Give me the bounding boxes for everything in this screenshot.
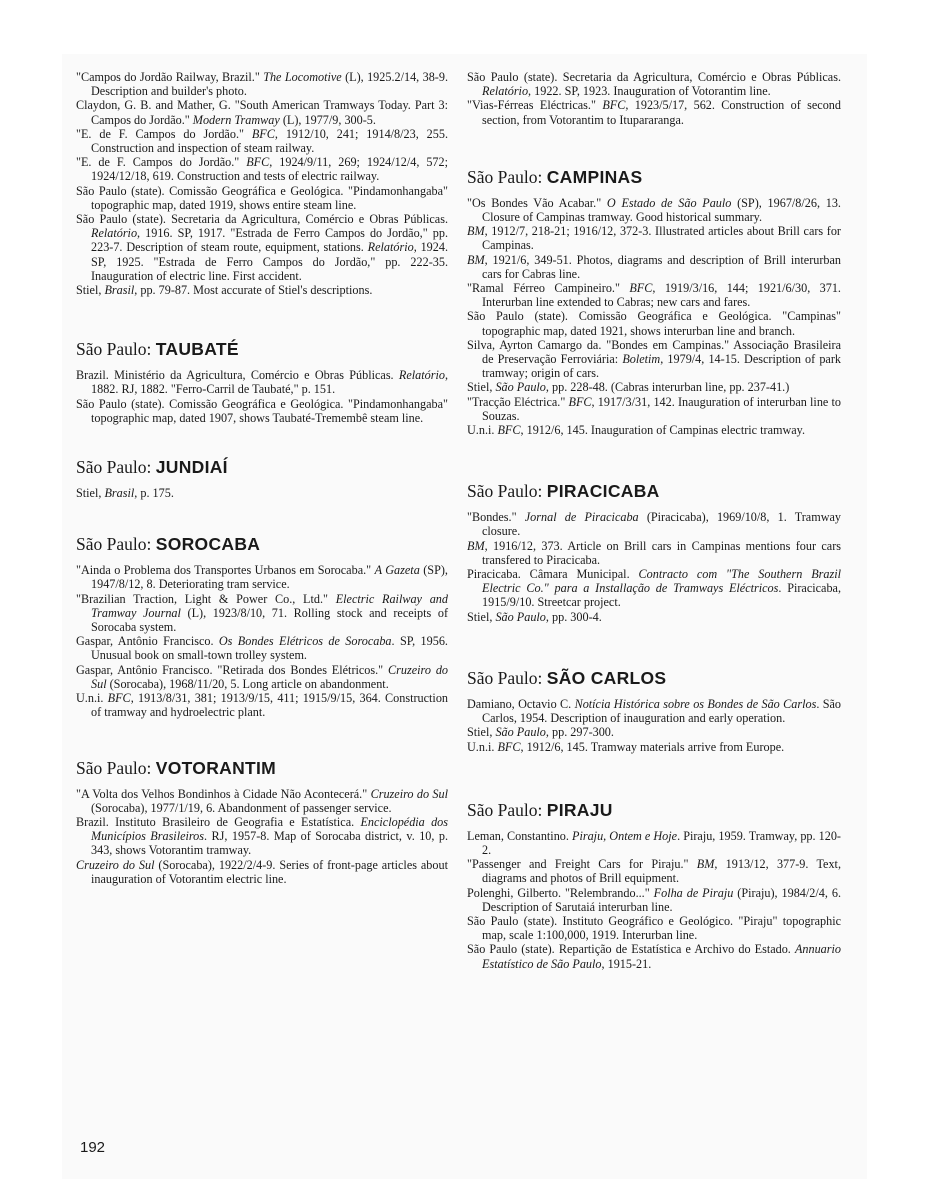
bibliography-entry: Stiel, São Paulo, pp. 300-4.	[467, 609, 602, 624]
entry-title: BFC	[107, 691, 131, 706]
bibliography-entry: Leman, Constantino. Piraju, Ontem e Hoje. Piraju, 1959. Tramway, pp. 120-2.	[467, 828, 841, 857]
section-heading	[467, 800, 841, 820]
bibliography-entry: "Os Bondes Vão Acabar." O Estado de São Paulo (SP), 1967/8/26, 13. Closure of Campinas tramway. Good historical summary.	[467, 195, 841, 225]
entry-title: O Estado de São Paulo	[606, 195, 732, 210]
entry-title: Brasil	[104, 486, 135, 501]
entry-title: BM	[467, 224, 485, 239]
entry-title: BFC	[568, 394, 592, 409]
bibliography-entry: São Paulo (state). Comissão Geográfica e Geológica. "Campinas" topographic map, dated 1921, shows interurban line and branch.	[467, 309, 841, 338]
section-heading-place: PIRACICABA	[546, 481, 660, 502]
entry-title: A Gazeta	[374, 563, 420, 578]
bibliography-section	[467, 668, 841, 754]
entry-title: BFC	[497, 739, 521, 754]
section-heading-place: PIRAJU	[546, 799, 613, 820]
entry-title: BFC	[246, 155, 270, 170]
section-heading-prefix: São Paulo:	[76, 457, 156, 478]
bibliography-entry: São Paulo (state). Comissão Geográfica e Geológica. "Pindamonhangaba" topographic map, dated 1919, shows entire steam line.	[76, 183, 448, 212]
entry-title: Piraju, Ontem e Hoje	[572, 828, 678, 843]
bibliography-entry: "Campos do Jordão Railway, Brazil." The Locomotive (L), 1925.2/14, 38-9. Description and builder's photo.	[76, 70, 448, 99]
entry-title: Jornal de Piracicaba	[524, 510, 639, 525]
section-heading-prefix: São Paulo:	[467, 799, 547, 820]
section-heading-place: VOTORANTIM	[155, 757, 277, 778]
section-heading	[76, 457, 448, 477]
bibliography-entry: São Paulo (state). Repartição de Estatística e Archivo do Estado. Annuario Estatístico de São Paulo, 1915-21.	[467, 942, 841, 971]
bibliography-entry: "Vias-Férreas Eléctricas." BFC, 1923/5/17, 562. Construction of second section, from Votorantim to Itupararanga.	[467, 98, 841, 127]
section-heading-place: SOROCABA	[155, 534, 261, 555]
entry-title: BFC	[251, 126, 275, 141]
bibliography-section	[76, 758, 448, 886]
bibliography-entry: "A Volta dos Velhos Bondinhos à Cidade Não Acontecerá." Cruzeiro do Sul (Sorocaba), 1977/1/19, 6. Abandonment of passenger service.	[76, 786, 448, 815]
page-number: 192	[80, 1139, 106, 1156]
bibliography-entry: U.n.i. BFC, 1913/8/31, 381; 1913/9/15, 411; 1915/9/15, 364. Construction of tramway and hydroelectric plant.	[76, 691, 449, 720]
entry-title: São Paulo	[495, 609, 546, 624]
entry-title: Contracto com "The Southern Brazil Electric Co." para a Installação de Tramways Eléctricos	[482, 567, 841, 596]
bibliography-entry: Brazil. Ministério da Agricultura, Comércio e Obras Públicas. Relatório, 1882. RJ, 1882. "Ferro-Carril de Taubaté," p. 151.	[76, 368, 448, 397]
bibliography-section	[76, 339, 448, 425]
entry-title: Os Bondes Elétricos de Sorocaba	[218, 634, 392, 649]
entry-title: Cruzeiro do Sul	[76, 857, 155, 872]
bibliography-entry: "Ainda o Problema dos Transportes Urbanos em Sorocaba." A Gazeta (SP), 1947/8/12, 8. Deteriorating tram service.	[76, 563, 448, 592]
section-heading	[76, 339, 448, 359]
bibliography-entry: BM, 1921/6, 349-51. Photos, diagrams and description of Brill interurban cars for Cabras line.	[467, 252, 841, 281]
bibliography-entry: Gaspar, Antônio Francisco. "Retirada dos Bondes Elétricos." Cruzeiro do Sul (Sorocaba), 1968/11/20, 5. Long article on abandonment.	[76, 662, 449, 691]
entry-title: BFC	[629, 281, 653, 296]
bibliography-entry: Damiano, Octavio C. Notícia Histórica sobre os Bondes de São Carlos. São Carlos, 1954. Description of inauguration and early operation.	[467, 696, 841, 726]
bibliography-entry: Polenghi, Gilberto. "Relembrando..." Folha de Piraju (Piraju), 1984/2/4, 6. Description of Sarutaiá interurban line.	[467, 885, 841, 914]
bibliography-entry: São Paulo (state). Secretaria da Agricultura, Comércio e Obras Públicas. Relatório, 1916. SP, 1917. "Estrada de Ferro Campos do Jordão," pp. 223-7. Description of steam route, equipment, stations. Relatório, 1924. SP, 1925. "Estrada de Ferro Campos do Jordão," pp. 222-35. Inauguration of electric line. First accident.	[76, 212, 449, 283]
section-heading-prefix: São Paulo:	[467, 481, 547, 502]
section-heading-prefix: São Paulo:	[467, 667, 547, 688]
section-heading-place: JUNDIAÍ	[155, 457, 228, 478]
section-heading	[76, 758, 448, 778]
bibliography-section	[76, 70, 448, 297]
bibliography-entry: Stiel, São Paulo, pp. 297-300.	[467, 725, 614, 740]
section-heading-place: SÃO CARLOS	[546, 667, 667, 688]
entry-title: Enciclopédia dos Municípios Brasileiros	[91, 814, 449, 844]
entry-title: Annuario Estatístico de São Paulo	[482, 942, 841, 971]
section-heading-prefix: São Paulo:	[76, 534, 156, 555]
bibliography-entry: Stiel, Brasil, p. 175.	[76, 486, 174, 501]
entry-title: Cruzeiro do Sul	[91, 662, 449, 691]
right-column	[467, 70, 841, 971]
bibliography-entry: Piracicaba. Câmara Municipal. Contracto com "The Southern Brazil Electric Co." para a Installação de Tramways Eléctricos. Piracicaba, 1915/9/10. Streetcar project.	[467, 567, 842, 610]
entry-title: BFC	[602, 98, 626, 113]
bibliography-section	[76, 534, 448, 719]
section-heading	[467, 167, 841, 187]
bibliography-entry: "Bondes." Jornal de Piracicaba (Piracicaba), 1969/10/8, 1. Tramway closure.	[467, 510, 842, 539]
section-heading	[467, 668, 841, 688]
bibliography-entry: "Passenger and Freight Cars for Piraju." BM, 1913/12, 377-9. Text, diagrams and photos of Brill equipment.	[467, 857, 841, 886]
bibliography-section	[467, 70, 841, 127]
section-heading-prefix: São Paulo:	[76, 757, 156, 778]
bibliography-section	[467, 800, 841, 971]
entry-title: Notícia Histórica sobre os Bondes de São Carlos	[574, 696, 817, 711]
entry-title: Relatório	[91, 226, 138, 241]
entry-title: Folha de Piraju	[653, 885, 734, 900]
bibliography-entry: "E. de F. Campos do Jordão." BFC, 1924/9/11, 269; 1924/12/4, 572; 1924/12/18, 619. Construction and tests of electric railway.	[76, 155, 448, 184]
entry-title: Electric Railway and Tramway Journal	[91, 591, 448, 620]
bibliography-entry: São Paulo (state). Secretaria da Agricultura, Comércio e Obras Públicas. Relatório, 1922. SP, 1923. Inauguration of Votorantim line.	[467, 70, 841, 99]
entry-title: BM	[467, 252, 485, 267]
bibliography-entry: Claydon, G. B. and Mather, G. "South American Tramways Today. Part 3: Campos do Jordão." Modern Tramway (L), 1977/9, 300-5.	[76, 98, 448, 127]
bibliography-entry: Brazil. Instituto Brasileiro de Geografia e Estatística. Enciclopédia dos Municípios Brasileiros. RJ, 1957-8. Map of Sorocaba district, v. 10, p. 343, shows Votorantim tramway.	[76, 814, 449, 858]
bibliography-entry: U.n.i. BFC, 1912/6, 145. Tramway materials arrive from Europe.	[467, 739, 785, 754]
entry-title: BFC	[497, 423, 521, 438]
entry-title: São Paulo	[495, 725, 546, 740]
bibliography-entry: "Tracção Eléctrica." BFC, 1917/3/31, 142. Inauguration of interurban line to Souzas.	[467, 394, 841, 423]
entry-title: Modern Tramway	[192, 112, 280, 127]
bibliography-section	[467, 481, 841, 624]
entry-title: Relatório	[367, 240, 414, 255]
bibliography-entry: Gaspar, Antônio Francisco. Os Bondes Elétricos de Sorocaba. SP, 1956. Unusual book on small-town trolley system.	[76, 634, 448, 663]
entry-title: BM	[467, 538, 485, 553]
bibliography-section	[467, 167, 841, 437]
bibliography-entry: Stiel, Brasil, pp. 79-87. Most accurate of Stiel's descriptions.	[76, 283, 373, 298]
section-heading	[467, 481, 841, 501]
bibliography-entry: BM, 1912/7, 218-21; 1916/12, 372-3. Illustrated articles about Brill cars for Campinas.	[467, 224, 841, 253]
entry-title: São Paulo	[495, 380, 546, 395]
left-column	[76, 70, 448, 886]
entry-title: Brasil	[104, 283, 135, 298]
section-heading	[76, 534, 448, 554]
bibliography-entry: "Brazilian Traction, Light & Power Co., Ltd." Electric Railway and Tramway Journal (L), 1923/8/10, 71. Rolling stock and receipts of Sorocaba system.	[76, 591, 448, 635]
bibliography-section	[76, 457, 448, 500]
entry-title: Cruzeiro do Sul	[370, 786, 448, 801]
entry-title: The Locomotive	[263, 70, 342, 84]
bibliography-entry: São Paulo (state). Comissão Geográfica e Geológica. "Pindamonhangaba" topographic map, dated 1907, shows Taubaté-Tremembê steam line.	[76, 396, 448, 425]
bibliography-entry: U.n.i. BFC, 1912/6, 145. Inauguration of Campinas electric tramway.	[467, 423, 806, 438]
bibliography-entry: BM, 1916/12, 373. Article on Brill cars in Campinas mentions four cars transfered to Piracicaba.	[467, 538, 841, 567]
section-heading-prefix: São Paulo:	[467, 166, 547, 187]
bibliography-entry: São Paulo (state). Instituto Geográfico e Geológico. "Piraju" topographic map, scale 1:100,000, 1919. Interurban line.	[467, 913, 841, 943]
entry-title: BM	[696, 857, 715, 872]
entry-title: Relatório	[398, 368, 445, 383]
bibliography-entry: Silva, Ayrton Camargo da. "Bondes em Campinas." Associação Brasileira de Preservação Ferroviária: Boletim, 1979/4, 14-15. Description of park tramway; origin of cars.	[467, 337, 841, 381]
bibliography-entry: "E. de F. Campos do Jordão." BFC, 1912/10, 241; 1914/8/23, 255. Construction and inspection of steam railway.	[76, 126, 448, 156]
entry-title: Relatório	[482, 84, 529, 99]
entry-title: Boletim	[622, 352, 661, 367]
section-heading-prefix: São Paulo:	[76, 339, 156, 360]
bibliography-entry: Stiel, São Paulo, pp. 228-48. (Cabras interurban line, pp. 237-41.)	[467, 380, 790, 395]
section-heading-place: CAMPINAS	[546, 166, 643, 187]
bibliography-entry: "Ramal Férreo Campineiro." BFC, 1919/3/16, 144; 1921/6/30, 371. Interurban line extended to Cabras; new cars and fares.	[467, 281, 841, 310]
section-heading-place: TAUBATÉ	[155, 339, 239, 360]
bibliography-entry: Cruzeiro do Sul (Sorocaba), 1922/2/4-9. Series of front-page articles about inauguration of Votorantim electric line.	[76, 857, 448, 886]
